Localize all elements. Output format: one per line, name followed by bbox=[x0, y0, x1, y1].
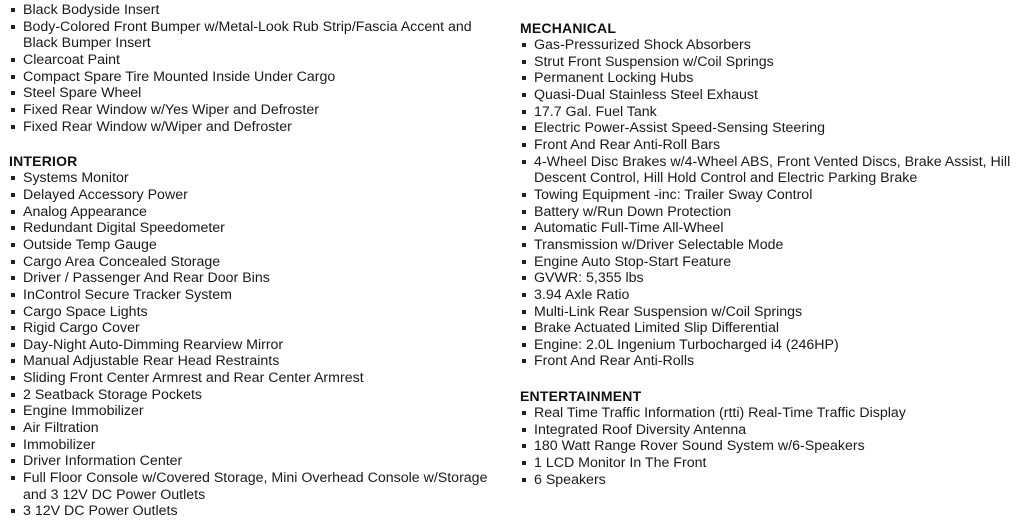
feature-list-item: Brake Actuated Limited Slip Differential bbox=[520, 320, 1020, 337]
interior-heading: INTERIOR bbox=[9, 153, 78, 170]
feature-list-item: Outside Temp Gauge bbox=[9, 237, 509, 254]
exterior-feature-list bbox=[9, 2, 509, 135]
feature-list-item: 17.7 Gal. Fuel Tank bbox=[520, 104, 1020, 121]
feature-list-item: Real Time Traffic Information (rtti) Real-Time Traffic Display bbox=[520, 405, 1020, 422]
feature-list-item: Delayed Accessory Power bbox=[9, 187, 509, 204]
feature-list-item: Engine Auto Stop-Start Feature bbox=[520, 254, 1020, 271]
feature-list-item: Day-Night Auto-Dimming Rearview Mirror bbox=[9, 337, 509, 354]
feature-list-item: Manual Adjustable Rear Head Restraints bbox=[9, 353, 509, 370]
feature-list-item: GVWR: 5,355 lbs bbox=[520, 270, 1020, 287]
entertainment-feature-list bbox=[520, 405, 1020, 488]
interior-feature-list bbox=[9, 170, 509, 520]
feature-list-item: Air Filtration bbox=[9, 420, 509, 437]
feature-list-item: Driver Information Center bbox=[9, 453, 509, 470]
feature-list-item: Body-Colored Front Bumper w/Metal-Look Rub Strip/Fascia Accent and Black Bumper Insert bbox=[9, 19, 509, 52]
mechanical-feature-list bbox=[520, 37, 1020, 370]
feature-list-item: 3 12V DC Power Outlets bbox=[9, 503, 509, 520]
left-column bbox=[9, 0, 509, 520]
feature-list-item: Clearcoat Paint bbox=[9, 52, 509, 69]
feature-list-item: Front And Rear Anti-Rolls bbox=[520, 353, 1020, 370]
feature-list-item: Battery w/Run Down Protection bbox=[520, 204, 1020, 221]
feature-list-item: Rigid Cargo Cover bbox=[9, 320, 509, 337]
feature-list-item: Cargo Space Lights bbox=[9, 304, 509, 321]
feature-list-item: Towing Equipment -inc: Trailer Sway Control bbox=[520, 187, 1020, 204]
feature-list-item: 6 Speakers bbox=[520, 472, 1020, 489]
feature-list-item: Permanent Locking Hubs bbox=[520, 70, 1020, 87]
entertainment-heading: ENTERTAINMENT bbox=[520, 388, 642, 405]
feature-list-item: Fixed Rear Window w/Yes Wiper and Defroster bbox=[9, 102, 509, 119]
feature-list-item: Quasi-Dual Stainless Steel Exhaust bbox=[520, 87, 1020, 104]
feature-list-item: Sliding Front Center Armrest and Rear Center Armrest bbox=[9, 370, 509, 387]
feature-list-item: Transmission w/Driver Selectable Mode bbox=[520, 237, 1020, 254]
feature-list-item: 180 Watt Range Rover Sound System w/6-Speakers bbox=[520, 438, 1020, 455]
feature-list-item: Redundant Digital Speedometer bbox=[9, 220, 509, 237]
feature-list-item: Systems Monitor bbox=[9, 170, 509, 187]
feature-list-item: Gas-Pressurized Shock Absorbers bbox=[520, 37, 1020, 54]
feature-list-item: Black Bodyside Insert bbox=[9, 2, 509, 19]
mechanical-heading: MECHANICAL bbox=[520, 20, 617, 36]
feature-list-item: Immobilizer bbox=[9, 437, 509, 454]
feature-list-item: Multi-Link Rear Suspension w/Coil Springs bbox=[520, 304, 1020, 321]
feature-list-item: InControl Secure Tracker System bbox=[9, 287, 509, 304]
right-column bbox=[520, 0, 1020, 488]
feature-list-item: Driver / Passenger And Rear Door Bins bbox=[9, 270, 509, 287]
feature-list-item: 2 Seatback Storage Pockets bbox=[9, 387, 509, 404]
feature-list-item: 4-Wheel Disc Brakes w/4-Wheel ABS, Front Vented Discs, Brake Assist, Hill Descent Control, Hill Hold Control and Electric Parking Brake bbox=[520, 154, 1020, 187]
feature-list-item: Engine: 2.0L Ingenium Turbocharged i4 (246HP) bbox=[520, 337, 1020, 354]
feature-list-item: Engine Immobilizer bbox=[9, 403, 509, 420]
feature-list-item: Full Floor Console w/Covered Storage, Mini Overhead Console w/Storage and 3 12V DC Power Outlets bbox=[9, 470, 509, 503]
feature-list-item: Electric Power-Assist Speed-Sensing Steering bbox=[520, 120, 1020, 137]
feature-list-item: Steel Spare Wheel bbox=[9, 85, 509, 102]
feature-list-item: Fixed Rear Window w/Wiper and Defroster bbox=[9, 119, 509, 136]
feature-list-item: Analog Appearance bbox=[9, 204, 509, 221]
feature-list-item: Front And Rear Anti-Roll Bars bbox=[520, 137, 1020, 154]
feature-list-item: Integrated Roof Diversity Antenna bbox=[520, 422, 1020, 439]
feature-list-item: Automatic Full-Time All-Wheel bbox=[520, 220, 1020, 237]
feature-list-item: Strut Front Suspension w/Coil Springs bbox=[520, 54, 1020, 71]
feature-list-item: Cargo Area Concealed Storage bbox=[9, 254, 509, 271]
feature-list-item: 1 LCD Monitor In The Front bbox=[520, 455, 1020, 472]
feature-list-item: 3.94 Axle Ratio bbox=[520, 287, 1020, 304]
feature-list-item: Compact Spare Tire Mounted Inside Under Cargo bbox=[9, 69, 509, 86]
